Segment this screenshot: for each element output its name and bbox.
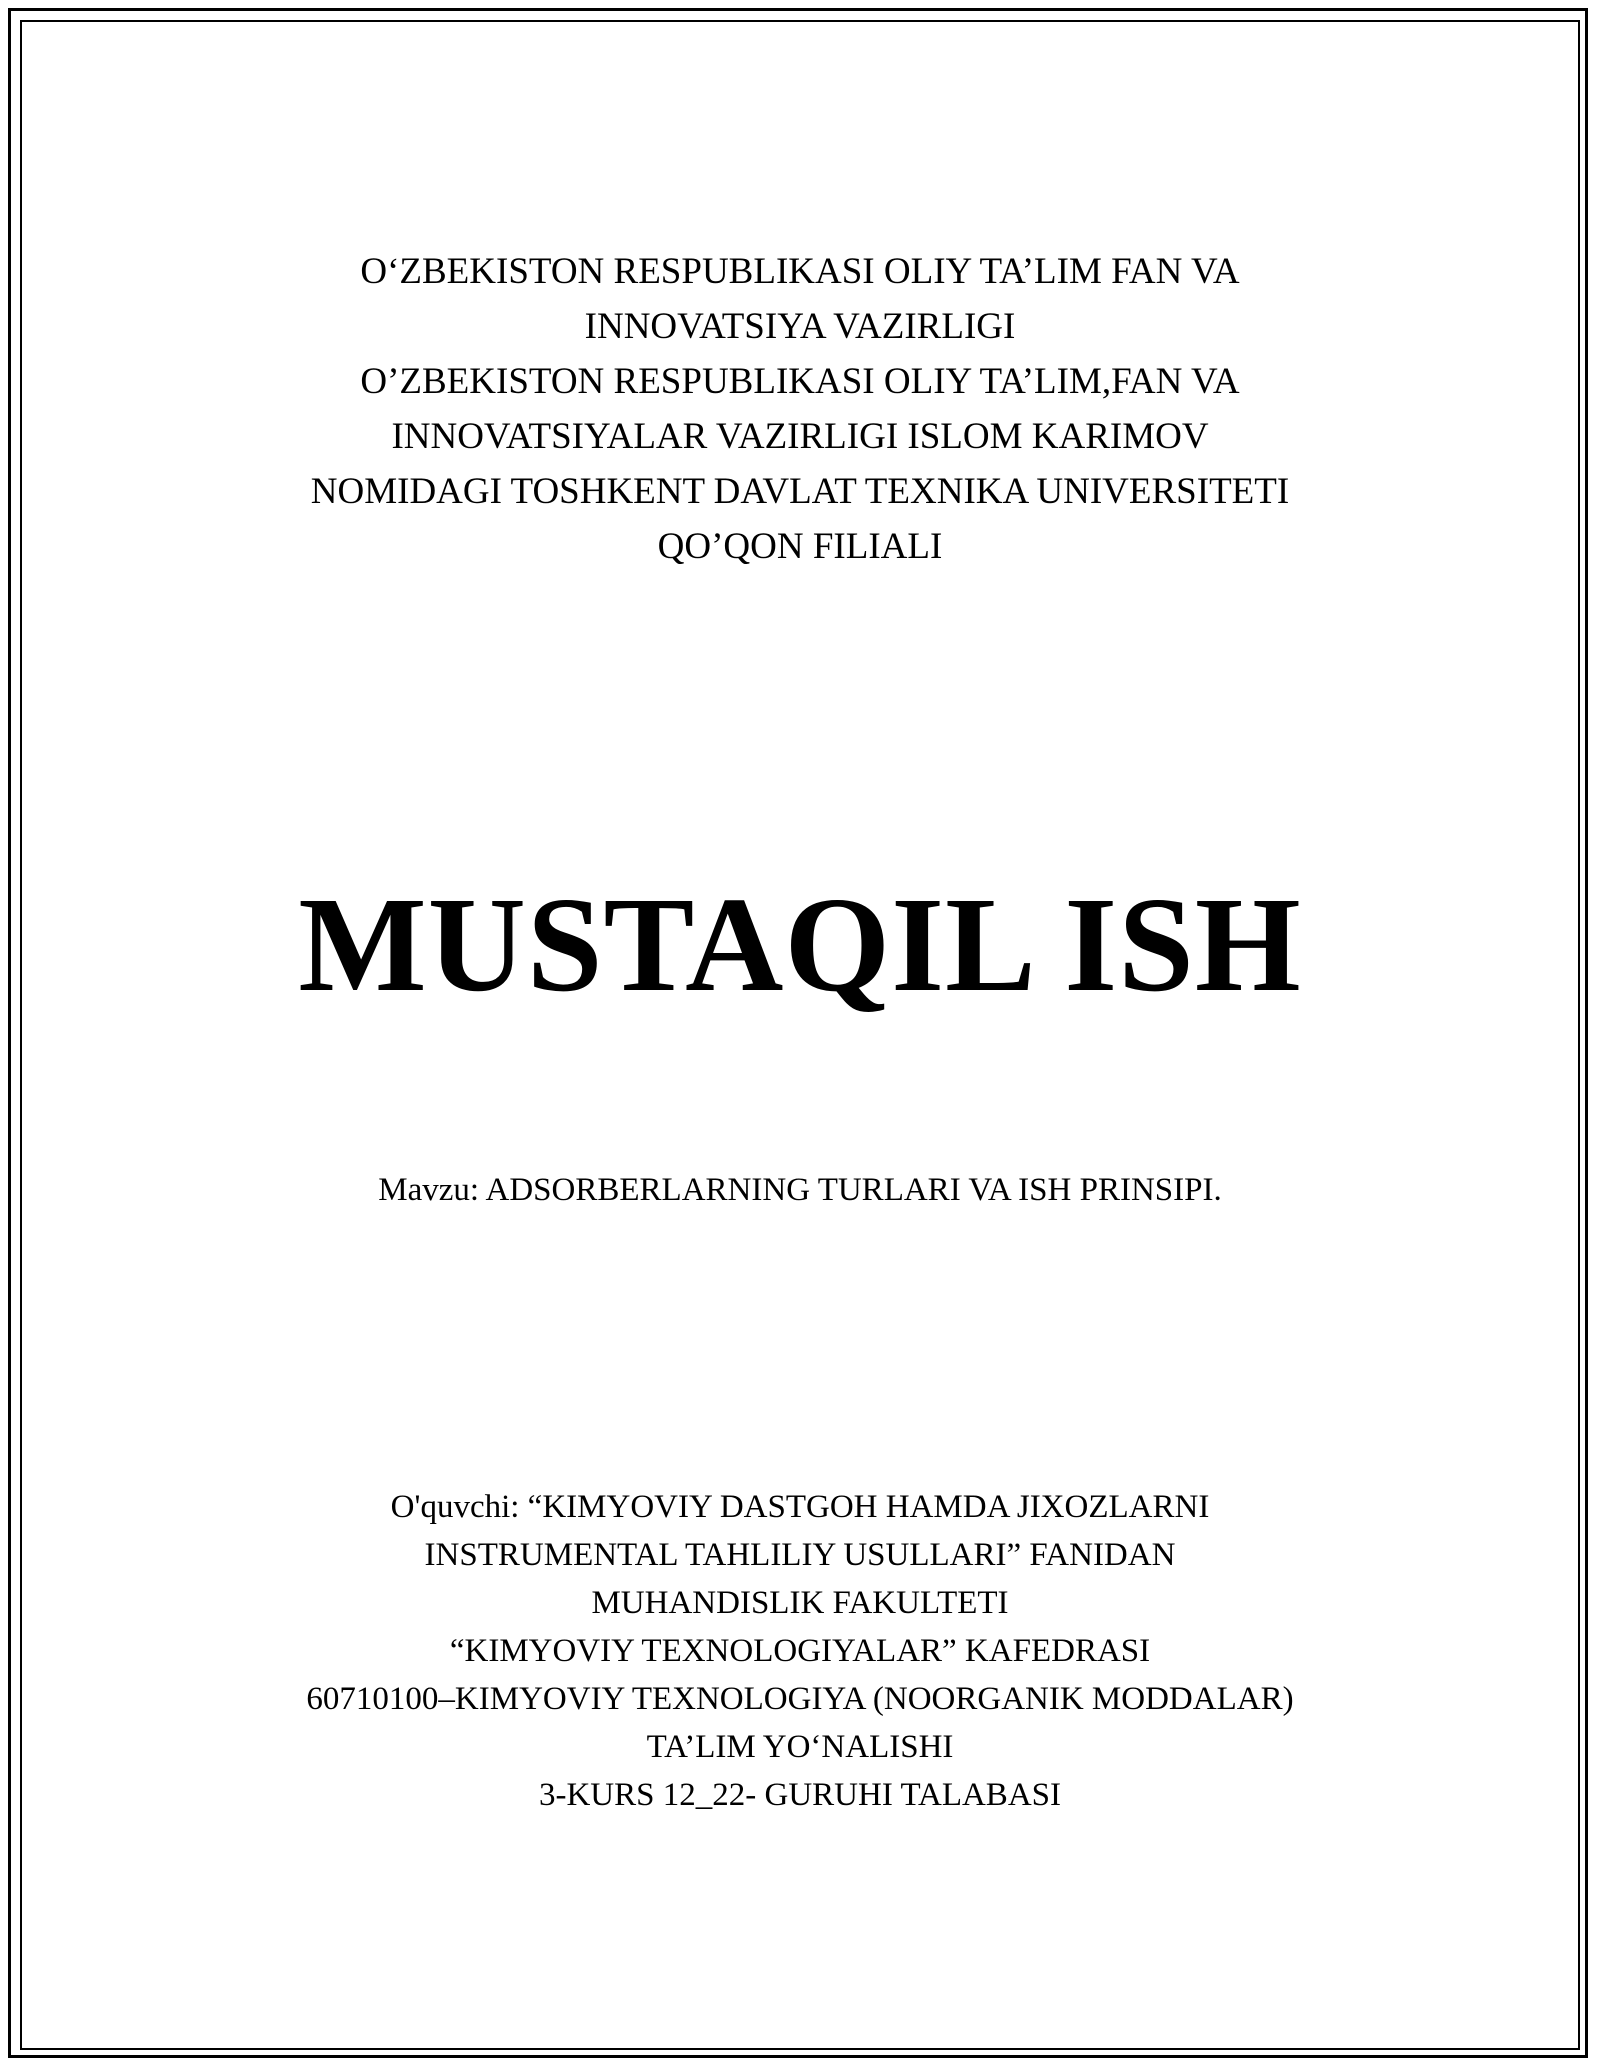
- student-info-line: “KIMYOVIY TEXNOLOGIYALAR” KAFEDRASI: [449, 1633, 1151, 1669]
- header-line: O’ZBEKISTON RESPUBLIKASI OLIY TA’LIM,FAN VA: [360, 361, 1240, 402]
- student-info-line: INSTRUMENTAL TAHLILIY USULLARI” FANIDAN: [424, 1537, 1176, 1573]
- ministry-header: [0, 244, 1600, 574]
- header-line: NOMIDAGI TOSHKENT DAVLAT TEXNIKA UNIVERSITETI: [310, 471, 1290, 512]
- student-info-line: 60710100–KIMYOVIY TEXNOLOGIYA (NOORGANIK MODDALAR): [306, 1681, 1294, 1717]
- student-info-line: O'quvchi: “KIMYOVIY DASTGOH HAMDA JIXOZLARNI: [390, 1489, 1210, 1525]
- student-info: [0, 1483, 1600, 1819]
- student-info-line: MUHANDISLIK FAKULTETI: [591, 1585, 1009, 1621]
- header-line: INNOVATSIYALAR VAZIRLIGI ISLOM KARIMOV: [391, 416, 1209, 457]
- student-info-line: TA’LIM YO‘NALISHI: [646, 1729, 954, 1765]
- topic-line: Mavzu: ADSORBERLARNING TURLARI VA ISH PRINSIPI.: [378, 1172, 1222, 1208]
- document-title: MUSTAQIL ISH: [298, 870, 1302, 1020]
- student-info-line: 3-KURS 12_22- GURUHI TALABASI: [538, 1777, 1061, 1813]
- header-line: INNOVATSIYA VAZIRLIGI: [584, 306, 1016, 347]
- header-line: QO’QON FILIALI: [657, 526, 943, 567]
- header-line: O‘ZBEKISTON RESPUBLIKASI OLIY TA’LIM FAN VA: [360, 251, 1240, 292]
